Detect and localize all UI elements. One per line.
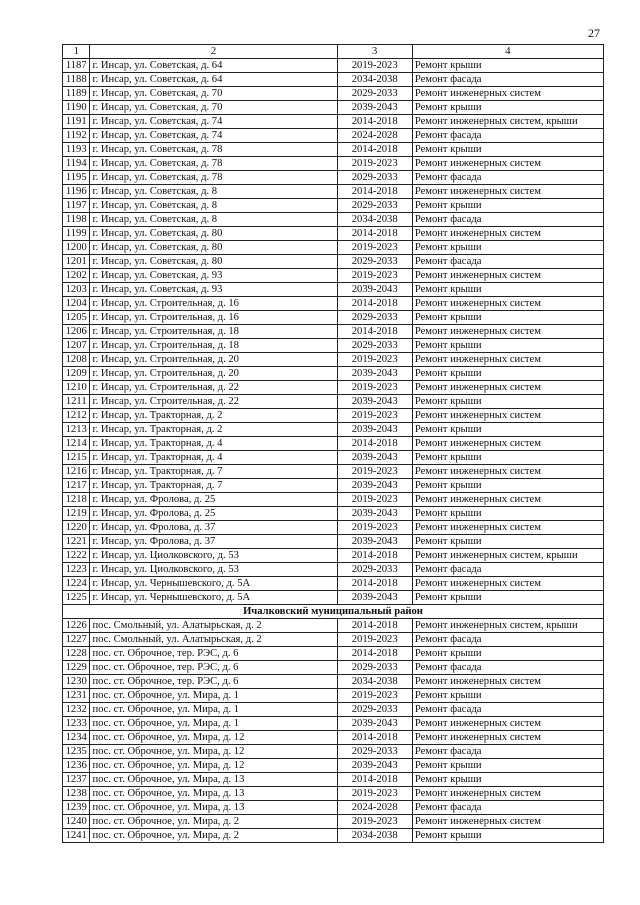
period-cell: 2014-2018: [337, 185, 412, 199]
table-row: [63, 507, 604, 521]
address-cell: пос. ст. Оброчное, ул. Мира, д. 13: [90, 801, 337, 815]
address-cell: пос. ст. Оброчное, ул. Мира, д. 12: [90, 759, 337, 773]
table-row: [63, 633, 604, 647]
address-cell: г. Инсар, ул. Строительная, д. 22: [90, 395, 337, 409]
table-row: [63, 437, 604, 451]
work-type-cell: Ремонт инженерных систем: [412, 157, 603, 171]
address-cell: г. Инсар, ул. Фролова, д. 37: [90, 535, 337, 549]
address-cell: г. Инсар, ул. Циолковского, д. 53: [90, 549, 337, 563]
period-cell: 2019-2023: [337, 157, 412, 171]
address-cell: г. Инсар, ул. Советская, д. 78: [90, 157, 337, 171]
work-type-cell: Ремонт инженерных систем: [412, 269, 603, 283]
period-cell: 2039-2043: [337, 479, 412, 493]
table-row: [63, 745, 604, 759]
period-cell: 2029-2033: [337, 339, 412, 353]
period-cell: 2019-2023: [337, 633, 412, 647]
work-type-cell: Ремонт фасада: [412, 703, 603, 717]
table-row: [63, 661, 604, 675]
work-type-cell: Ремонт фасада: [412, 171, 603, 185]
row-number-cell: 1240: [63, 815, 90, 829]
address-cell: пос. ст. Оброчное, ул. Мира, д. 1: [90, 717, 337, 731]
table-row: [63, 143, 604, 157]
period-cell: 2019-2023: [337, 689, 412, 703]
address-cell: г. Инсар, ул. Строительная, д. 16: [90, 297, 337, 311]
period-cell: 2039-2043: [337, 717, 412, 731]
row-number-cell: 1237: [63, 773, 90, 787]
table-row: [63, 717, 604, 731]
work-type-cell: Ремонт инженерных систем, крыши: [412, 549, 603, 563]
work-type-cell: Ремонт крыши: [412, 451, 603, 465]
table-row: [63, 59, 604, 73]
work-type-cell: Ремонт крыши: [412, 689, 603, 703]
table-row: [63, 549, 604, 563]
work-type-cell: Ремонт крыши: [412, 423, 603, 437]
address-cell: г. Инсар, ул. Советская, д. 80: [90, 227, 337, 241]
table-row: [63, 87, 604, 101]
period-cell: 2024-2028: [337, 801, 412, 815]
work-type-cell: Ремонт фасада: [412, 633, 603, 647]
row-number-cell: 1193: [63, 143, 90, 157]
row-number-cell: 1235: [63, 745, 90, 759]
work-type-cell: Ремонт крыши: [412, 339, 603, 353]
table-row: [63, 381, 604, 395]
address-cell: г. Инсар, ул. Советская, д. 93: [90, 283, 337, 297]
address-cell: г. Инсар, ул. Строительная, д. 18: [90, 339, 337, 353]
table-row: [63, 255, 604, 269]
row-number-cell: 1196: [63, 185, 90, 199]
row-number-cell: 1209: [63, 367, 90, 381]
period-cell: 2039-2043: [337, 591, 412, 605]
work-type-cell: Ремонт фасада: [412, 661, 603, 675]
work-type-cell: Ремонт инженерных систем: [412, 787, 603, 801]
work-type-cell: Ремонт инженерных систем, крыши: [412, 115, 603, 129]
address-cell: г. Инсар, ул. Советская, д. 74: [90, 115, 337, 129]
period-cell: 2029-2033: [337, 703, 412, 717]
work-type-cell: Ремонт инженерных систем: [412, 87, 603, 101]
address-cell: пос. Смольный, ул. Алатырьская, д. 2: [90, 619, 337, 633]
row-number-cell: 1214: [63, 437, 90, 451]
work-type-cell: Ремонт крыши: [412, 283, 603, 297]
table-row: [63, 451, 604, 465]
period-cell: 2029-2033: [337, 171, 412, 185]
row-number-cell: 1203: [63, 283, 90, 297]
row-number-cell: 1239: [63, 801, 90, 815]
row-number-cell: 1208: [63, 353, 90, 367]
work-type-cell: Ремонт фасада: [412, 745, 603, 759]
row-number-cell: 1207: [63, 339, 90, 353]
period-cell: 2039-2043: [337, 759, 412, 773]
row-number-cell: 1223: [63, 563, 90, 577]
table-row: [63, 199, 604, 213]
row-number-cell: 1229: [63, 661, 90, 675]
work-type-cell: Ремонт инженерных систем: [412, 353, 603, 367]
table-row: [63, 577, 604, 591]
work-type-cell: Ремонт крыши: [412, 773, 603, 787]
address-cell: г. Инсар, ул. Тракторная, д. 7: [90, 479, 337, 493]
period-cell: 2014-2018: [337, 577, 412, 591]
table-header-row: [63, 45, 604, 59]
row-number-cell: 1206: [63, 325, 90, 339]
table-row: [63, 521, 604, 535]
address-cell: г. Инсар, ул. Советская, д. 8: [90, 213, 337, 227]
table-row: [63, 395, 604, 409]
table-row: [63, 325, 604, 339]
table-row: [63, 479, 604, 493]
row-number-cell: 1234: [63, 731, 90, 745]
table-row: [63, 423, 604, 437]
address-cell: г. Инсар, ул. Строительная, д. 20: [90, 367, 337, 381]
period-cell: 2029-2033: [337, 199, 412, 213]
row-number-cell: 1211: [63, 395, 90, 409]
row-number-cell: 1238: [63, 787, 90, 801]
period-cell: 2019-2023: [337, 465, 412, 479]
period-cell: 2014-2018: [337, 549, 412, 563]
work-type-cell: Ремонт фасада: [412, 213, 603, 227]
period-cell: 2019-2023: [337, 493, 412, 507]
address-cell: пос. ст. Оброчное, ул. Мира, д. 13: [90, 773, 337, 787]
address-cell: г. Инсар, ул. Советская, д. 78: [90, 171, 337, 185]
table-row: [63, 493, 604, 507]
work-type-cell: Ремонт инженерных систем: [412, 815, 603, 829]
row-number-cell: 1230: [63, 675, 90, 689]
table-row: [63, 563, 604, 577]
row-number-cell: 1228: [63, 647, 90, 661]
row-number-cell: 1231: [63, 689, 90, 703]
address-cell: г. Инсар, ул. Советская, д. 93: [90, 269, 337, 283]
period-cell: 2019-2023: [337, 241, 412, 255]
address-cell: г. Инсар, ул. Советская, д. 64: [90, 59, 337, 73]
work-type-cell: Ремонт инженерных систем: [412, 381, 603, 395]
address-cell: пос. ст. Оброчное, ул. Мира, д. 2: [90, 815, 337, 829]
period-cell: 2034-2038: [337, 829, 412, 843]
address-cell: пос. ст. Оброчное, ул. Мира, д. 12: [90, 745, 337, 759]
table-row: [63, 689, 604, 703]
table-row: [63, 297, 604, 311]
table-row: [63, 115, 604, 129]
row-number-cell: 1210: [63, 381, 90, 395]
period-cell: 2039-2043: [337, 535, 412, 549]
row-number-cell: 1188: [63, 73, 90, 87]
table-row: [63, 409, 604, 423]
period-cell: 2014-2018: [337, 647, 412, 661]
table-row: [63, 787, 604, 801]
table-row: [63, 73, 604, 87]
work-type-cell: Ремонт инженерных систем: [412, 409, 603, 423]
period-cell: 2029-2033: [337, 563, 412, 577]
table-row: [63, 157, 604, 171]
table-row: [63, 773, 604, 787]
address-cell: пос. ст. Оброчное, тер. РЭС, д. 6: [90, 661, 337, 675]
period-cell: 2019-2023: [337, 381, 412, 395]
section-row: [63, 605, 604, 619]
work-type-cell: Ремонт крыши: [412, 829, 603, 843]
work-type-cell: Ремонт инженерных систем: [412, 731, 603, 745]
period-cell: 2014-2018: [337, 227, 412, 241]
section-title: Ичалковский муниципальный район: [63, 605, 604, 619]
work-type-cell: Ремонт фасада: [412, 801, 603, 815]
period-cell: 2039-2043: [337, 395, 412, 409]
row-number-cell: 1217: [63, 479, 90, 493]
repair-schedule-table: [62, 44, 604, 843]
table-row: [63, 227, 604, 241]
work-type-cell: Ремонт инженерных систем: [412, 465, 603, 479]
table-row: [63, 619, 604, 633]
table-row: [63, 829, 604, 843]
row-number-cell: 1241: [63, 829, 90, 843]
work-type-cell: Ремонт крыши: [412, 647, 603, 661]
address-cell: г. Инсар, ул. Советская, д. 80: [90, 241, 337, 255]
address-cell: г. Инсар, ул. Советская, д. 8: [90, 185, 337, 199]
period-cell: 2039-2043: [337, 423, 412, 437]
address-cell: г. Инсар, ул. Тракторная, д. 4: [90, 451, 337, 465]
period-cell: 2039-2043: [337, 451, 412, 465]
address-cell: г. Инсар, ул. Советская, д. 78: [90, 143, 337, 157]
work-type-cell: Ремонт инженерных систем: [412, 185, 603, 199]
row-number-cell: 1219: [63, 507, 90, 521]
table-row: [63, 311, 604, 325]
row-number-cell: 1213: [63, 423, 90, 437]
address-cell: г. Инсар, ул. Строительная, д. 20: [90, 353, 337, 367]
row-number-cell: 1232: [63, 703, 90, 717]
row-number-cell: 1189: [63, 87, 90, 101]
period-cell: 2019-2023: [337, 353, 412, 367]
row-number-cell: 1194: [63, 157, 90, 171]
address-cell: г. Инсар, ул. Советская, д. 70: [90, 101, 337, 115]
period-cell: 2019-2023: [337, 815, 412, 829]
row-number-cell: 1202: [63, 269, 90, 283]
address-cell: г. Инсар, ул. Советская, д. 70: [90, 87, 337, 101]
period-cell: 2014-2018: [337, 143, 412, 157]
period-cell: 2039-2043: [337, 507, 412, 521]
work-type-cell: Ремонт инженерных систем: [412, 227, 603, 241]
period-cell: 2019-2023: [337, 521, 412, 535]
work-type-cell: Ремонт крыши: [412, 101, 603, 115]
period-cell: 2014-2018: [337, 619, 412, 633]
address-cell: г. Инсар, ул. Тракторная, д. 2: [90, 423, 337, 437]
row-number-cell: 1187: [63, 59, 90, 73]
table-body: [63, 45, 604, 843]
row-number-cell: 1220: [63, 521, 90, 535]
work-type-cell: Ремонт фасада: [412, 563, 603, 577]
row-number-cell: 1191: [63, 115, 90, 129]
row-number-cell: 1199: [63, 227, 90, 241]
address-cell: пос. ст. Оброчное, ул. Мира, д. 1: [90, 703, 337, 717]
work-type-cell: Ремонт крыши: [412, 59, 603, 73]
row-number-cell: 1227: [63, 633, 90, 647]
address-cell: г. Инсар, ул. Советская, д. 64: [90, 73, 337, 87]
period-cell: 2019-2023: [337, 59, 412, 73]
period-cell: 2014-2018: [337, 437, 412, 451]
row-number-cell: 1212: [63, 409, 90, 423]
period-cell: 2039-2043: [337, 367, 412, 381]
work-type-cell: Ремонт крыши: [412, 367, 603, 381]
work-type-cell: Ремонт инженерных систем: [412, 437, 603, 451]
row-number-cell: 1195: [63, 171, 90, 185]
period-cell: 2014-2018: [337, 731, 412, 745]
period-cell: 2014-2018: [337, 325, 412, 339]
work-type-cell: Ремонт инженерных систем: [412, 325, 603, 339]
table-row: [63, 465, 604, 479]
row-number-cell: 1236: [63, 759, 90, 773]
work-type-cell: Ремонт крыши: [412, 143, 603, 157]
address-cell: пос. ст. Оброчное, ул. Мира, д. 12: [90, 731, 337, 745]
address-cell: г. Инсар, ул. Советская, д. 74: [90, 129, 337, 143]
period-cell: 2014-2018: [337, 297, 412, 311]
table-row: [63, 675, 604, 689]
table-row: [63, 283, 604, 297]
work-type-cell: Ремонт инженерных систем: [412, 521, 603, 535]
row-number-cell: 1225: [63, 591, 90, 605]
period-cell: 2014-2018: [337, 115, 412, 129]
row-number-cell: 1192: [63, 129, 90, 143]
table-row: [63, 241, 604, 255]
work-type-cell: Ремонт крыши: [412, 395, 603, 409]
column-number-1: 1: [63, 45, 90, 59]
row-number-cell: 1221: [63, 535, 90, 549]
table-row: [63, 353, 604, 367]
column-number-4: 4: [412, 45, 603, 59]
period-cell: 2019-2023: [337, 787, 412, 801]
table-row: [63, 269, 604, 283]
row-number-cell: 1215: [63, 451, 90, 465]
address-cell: г. Инсар, ул. Советская, д. 8: [90, 199, 337, 213]
table-row: [63, 535, 604, 549]
period-cell: 2029-2033: [337, 745, 412, 759]
work-type-cell: Ремонт крыши: [412, 591, 603, 605]
address-cell: г. Инсар, ул. Фролова, д. 25: [90, 493, 337, 507]
period-cell: 2019-2023: [337, 409, 412, 423]
row-number-cell: 1197: [63, 199, 90, 213]
row-number-cell: 1233: [63, 717, 90, 731]
address-cell: пос. ст. Оброчное, ул. Мира, д. 1: [90, 689, 337, 703]
column-number-2: 2: [90, 45, 337, 59]
table-row: [63, 339, 604, 353]
work-type-cell: Ремонт крыши: [412, 507, 603, 521]
work-type-cell: Ремонт фасада: [412, 129, 603, 143]
period-cell: 2019-2023: [337, 269, 412, 283]
work-type-cell: Ремонт инженерных систем: [412, 493, 603, 507]
address-cell: г. Инсар, ул. Строительная, д. 18: [90, 325, 337, 339]
row-number-cell: 1190: [63, 101, 90, 115]
address-cell: пос. ст. Оброчное, ул. Мира, д. 13: [90, 787, 337, 801]
address-cell: г. Инсар, ул. Строительная, д. 22: [90, 381, 337, 395]
page-number: 27: [588, 26, 600, 40]
address-cell: г. Инсар, ул. Фролова, д. 37: [90, 521, 337, 535]
table-row: [63, 213, 604, 227]
address-cell: г. Инсар, ул. Чернышевского, д. 5А: [90, 577, 337, 591]
address-cell: г. Инсар, ул. Фролова, д. 25: [90, 507, 337, 521]
period-cell: 2024-2028: [337, 129, 412, 143]
address-cell: пос. ст. Оброчное, тер. РЭС, д. 6: [90, 647, 337, 661]
row-number-cell: 1201: [63, 255, 90, 269]
work-type-cell: Ремонт крыши: [412, 311, 603, 325]
period-cell: 2034-2038: [337, 213, 412, 227]
period-cell: 2034-2038: [337, 675, 412, 689]
address-cell: пос. ст. Оброчное, ул. Мира, д. 2: [90, 829, 337, 843]
period-cell: 2014-2018: [337, 773, 412, 787]
row-number-cell: 1224: [63, 577, 90, 591]
period-cell: 2029-2033: [337, 661, 412, 675]
row-number-cell: 1200: [63, 241, 90, 255]
work-type-cell: Ремонт крыши: [412, 759, 603, 773]
address-cell: г. Инсар, ул. Тракторная, д. 2: [90, 409, 337, 423]
work-type-cell: Ремонт фасада: [412, 73, 603, 87]
row-number-cell: 1222: [63, 549, 90, 563]
address-cell: пос. ст. Оброчное, тер. РЭС, д. 6: [90, 675, 337, 689]
address-cell: г. Инсар, ул. Чернышевского, д. 5А: [90, 591, 337, 605]
work-type-cell: Ремонт инженерных систем, крыши: [412, 619, 603, 633]
table-row: [63, 703, 604, 717]
row-number-cell: 1218: [63, 493, 90, 507]
table-row: [63, 367, 604, 381]
column-number-3: 3: [337, 45, 412, 59]
row-number-cell: 1205: [63, 311, 90, 325]
period-cell: 2039-2043: [337, 283, 412, 297]
table-row: [63, 185, 604, 199]
table-row: [63, 129, 604, 143]
address-cell: пос. Смольный, ул. Алатырьская, д. 2: [90, 633, 337, 647]
address-cell: г. Инсар, ул. Циолковского, д. 53: [90, 563, 337, 577]
period-cell: 2039-2043: [337, 101, 412, 115]
work-type-cell: Ремонт крыши: [412, 241, 603, 255]
table-row: [63, 591, 604, 605]
address-cell: г. Инсар, ул. Тракторная, д. 4: [90, 437, 337, 451]
table-row: [63, 647, 604, 661]
period-cell: 2029-2033: [337, 87, 412, 101]
table-row: [63, 801, 604, 815]
row-number-cell: 1226: [63, 619, 90, 633]
address-cell: г. Инсар, ул. Строительная, д. 16: [90, 311, 337, 325]
work-type-cell: Ремонт крыши: [412, 535, 603, 549]
period-cell: 2029-2033: [337, 311, 412, 325]
period-cell: 2029-2033: [337, 255, 412, 269]
work-type-cell: Ремонт инженерных систем: [412, 297, 603, 311]
table-row: [63, 101, 604, 115]
period-cell: 2034-2038: [337, 73, 412, 87]
work-type-cell: Ремонт инженерных систем: [412, 675, 603, 689]
table-row: [63, 171, 604, 185]
row-number-cell: 1198: [63, 213, 90, 227]
address-cell: г. Инсар, ул. Тракторная, д. 7: [90, 465, 337, 479]
row-number-cell: 1216: [63, 465, 90, 479]
row-number-cell: 1204: [63, 297, 90, 311]
work-type-cell: Ремонт инженерных систем: [412, 577, 603, 591]
table-row: [63, 815, 604, 829]
work-type-cell: Ремонт крыши: [412, 199, 603, 213]
table-row: [63, 759, 604, 773]
work-type-cell: Ремонт крыши: [412, 479, 603, 493]
table-row: [63, 731, 604, 745]
work-type-cell: Ремонт фасада: [412, 255, 603, 269]
work-type-cell: Ремонт инженерных систем: [412, 717, 603, 731]
address-cell: г. Инсар, ул. Советская, д. 80: [90, 255, 337, 269]
